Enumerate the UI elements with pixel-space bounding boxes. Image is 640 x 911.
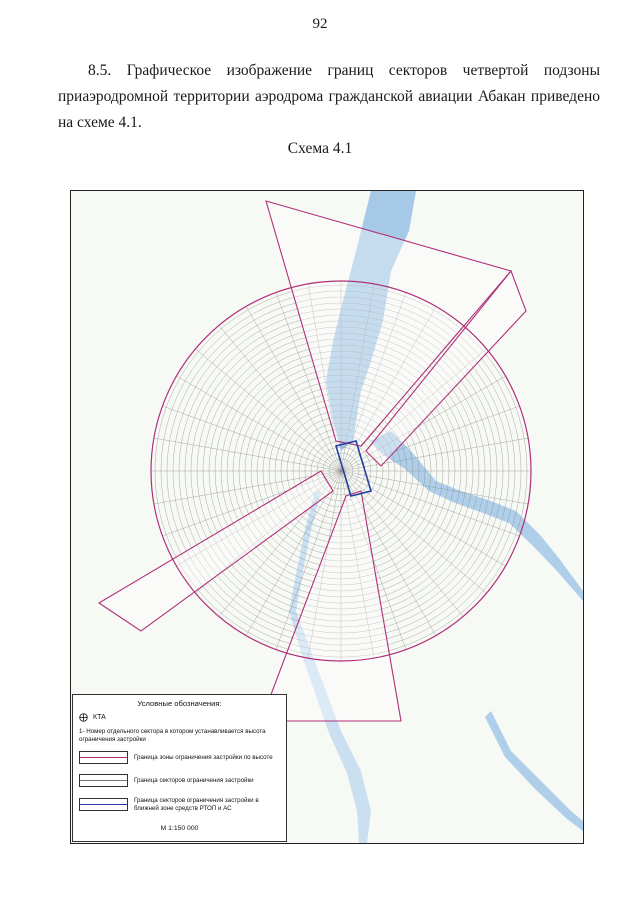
legend-item-text: Граница секторов ограничения застройки	[134, 776, 254, 784]
sector-line	[154, 438, 341, 471]
sector-line	[341, 471, 528, 504]
river-east	[485, 711, 583, 831]
legend-item-text: Граница зоны ограничения застройки по высоте	[134, 753, 273, 761]
approach-wedges	[99, 201, 526, 721]
body-paragraph: 8.5. Графическое изображение границ секторов четвертой подзоны приаэродромной территории аэродрома гражданской авиации Абакан приведено на схеме 4.1.	[58, 62, 600, 131]
legend-item-zone	[79, 751, 284, 764]
scheme-title: Схема 4.1	[287, 140, 353, 157]
river-water	[371, 431, 583, 601]
page-number: 92	[312, 16, 328, 32]
kta-icon	[79, 713, 88, 722]
approach-wedge	[99, 471, 333, 631]
legend-item-near-zone	[79, 797, 284, 812]
map-scale: М 1:150 000	[160, 825, 199, 832]
sector-boundary-swatch	[79, 774, 128, 787]
legend-item-text: Граница секторов ограничения застройки в ближней зоне средств РТОП и АС	[134, 797, 259, 812]
legend-title: Условные обозначения:	[137, 699, 222, 708]
sector-line	[176, 376, 341, 471]
legend-sector-note: 1- Номер отдельного сектора в котором устанавливается высота ограничения застройки	[79, 728, 266, 743]
near-zone-swatch	[79, 798, 128, 811]
legend-item-sectors	[79, 774, 284, 787]
legend	[72, 694, 287, 842]
legend-kta-row	[79, 713, 106, 722]
zone-boundary-swatch	[79, 751, 128, 764]
kta-label: КТА	[93, 714, 106, 721]
